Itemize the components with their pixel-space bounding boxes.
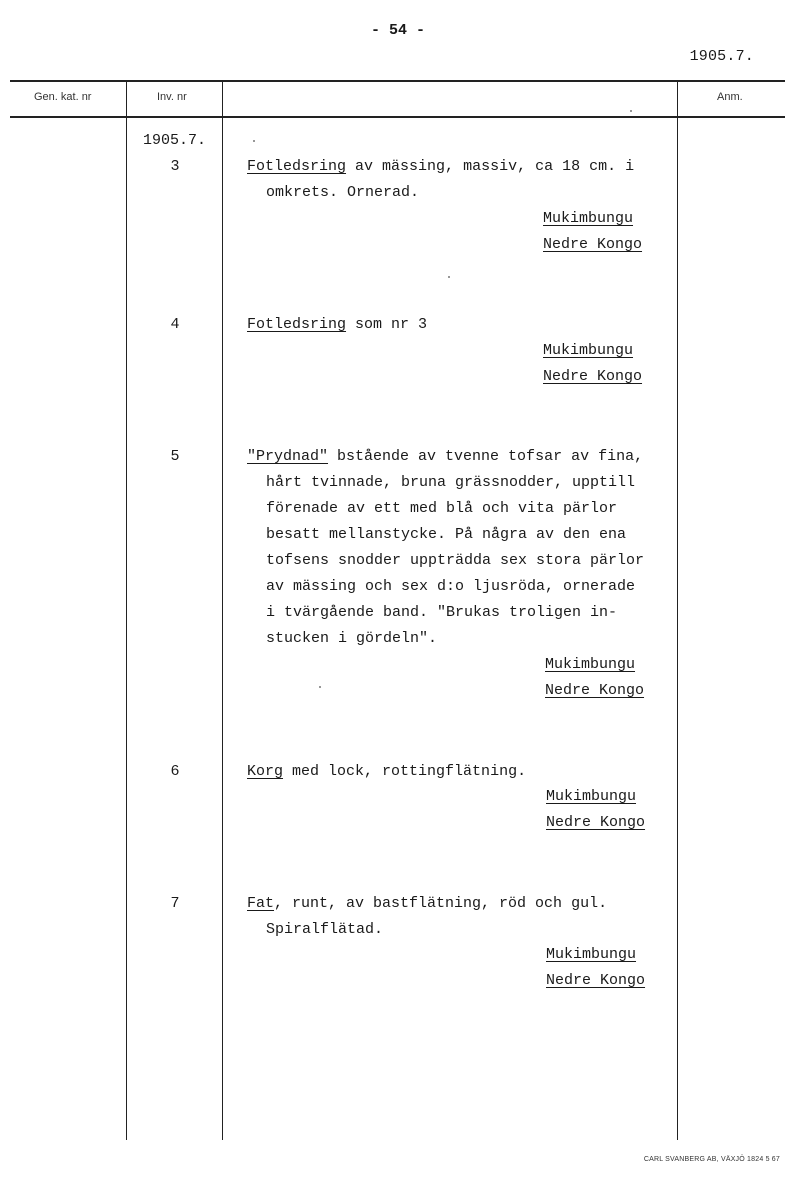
scan-speck (630, 110, 632, 112)
entry-6-place: Mukimbungu (546, 788, 637, 805)
entry-5-line-2: hårt tvinnade, bruna grässnodder, upptill (266, 474, 636, 491)
entry-3-line-2: omkrets. Ornerad. (266, 184, 420, 201)
entry-4-title: Fotledsring (247, 316, 347, 333)
header-inv-nr: Inv. nr (157, 91, 187, 103)
inv-number-7: 7 (170, 895, 180, 912)
entry-5-line-8: stucken i gördeln". (266, 630, 438, 647)
entry-3-title: Fotledsring (247, 158, 347, 175)
page-number: - 54 - (370, 22, 425, 39)
entry-6-title: Korg (247, 763, 284, 780)
entry-4-region: Nedre Kongo (543, 368, 643, 385)
header-anm: Anm. (717, 91, 743, 103)
inv-number-5: 5 (170, 448, 180, 465)
entry-5-line-6: av mässing och sex d:o ljusröda, ornerade (266, 578, 636, 595)
entry-7-title: Fat (247, 895, 275, 912)
entry-5-line-1: "Prydnad" bstående av tvenne tofsar av fina, (247, 448, 644, 465)
entry-3-region: Nedre Kongo (543, 236, 643, 253)
entry-7-line-2: Spiralflätad. (266, 921, 384, 938)
col-divider-1 (126, 80, 127, 1140)
scan-speck (319, 686, 321, 688)
entry-3-line-1: Fotledsring av mässing, massiv, ca 18 cm. i (247, 158, 635, 175)
col-divider-2 (222, 80, 223, 1140)
inv-number-3: 3 (170, 158, 180, 175)
entry-5-line-4: besatt mellanstycke. På några av den ena (266, 526, 627, 543)
accession-number-top: 1905.7. (689, 48, 754, 65)
entry-6-region: Nedre Kongo (546, 814, 646, 831)
entry-7-place: Mukimbungu (546, 946, 637, 963)
series-label: 1905.7. (143, 132, 207, 149)
entry-5-line-5: tofsens snodder uppträdda sex stora pärlor (266, 552, 645, 569)
entry-5-title: "Prydnad" (247, 448, 329, 465)
entry-4-place: Mukimbungu (543, 342, 634, 359)
inv-number-6: 6 (170, 763, 180, 780)
printer-imprint: CARL SVANBERG AB, VÄXJÖ 1824 5 67 (643, 1156, 780, 1163)
header-gen-kat-nr: Gen. kat. nr (34, 91, 92, 103)
entry-5-line-7: i tvärgående band. "Brukas troligen in- (266, 604, 618, 621)
entry-4-line-1: Fotledsring som nr 3 (247, 316, 428, 333)
entry-3-place: Mukimbungu (543, 210, 634, 227)
entry-5-place: Mukimbungu (545, 656, 636, 673)
scan-speck (253, 140, 255, 142)
entry-5-line-3: förenade av ett med blå och vita pärlor (266, 500, 618, 517)
entry-5-region: Nedre Kongo (545, 682, 645, 699)
scan-speck (448, 276, 450, 278)
entry-7-region: Nedre Kongo (546, 972, 646, 989)
entry-7-line-1: Fat, runt, av bastflätning, röd och gul. (247, 895, 608, 912)
entry-6-line-1: Korg med lock, rottingflätning. (247, 763, 527, 780)
col-divider-3 (677, 80, 678, 1140)
inv-number-4: 4 (170, 316, 180, 333)
